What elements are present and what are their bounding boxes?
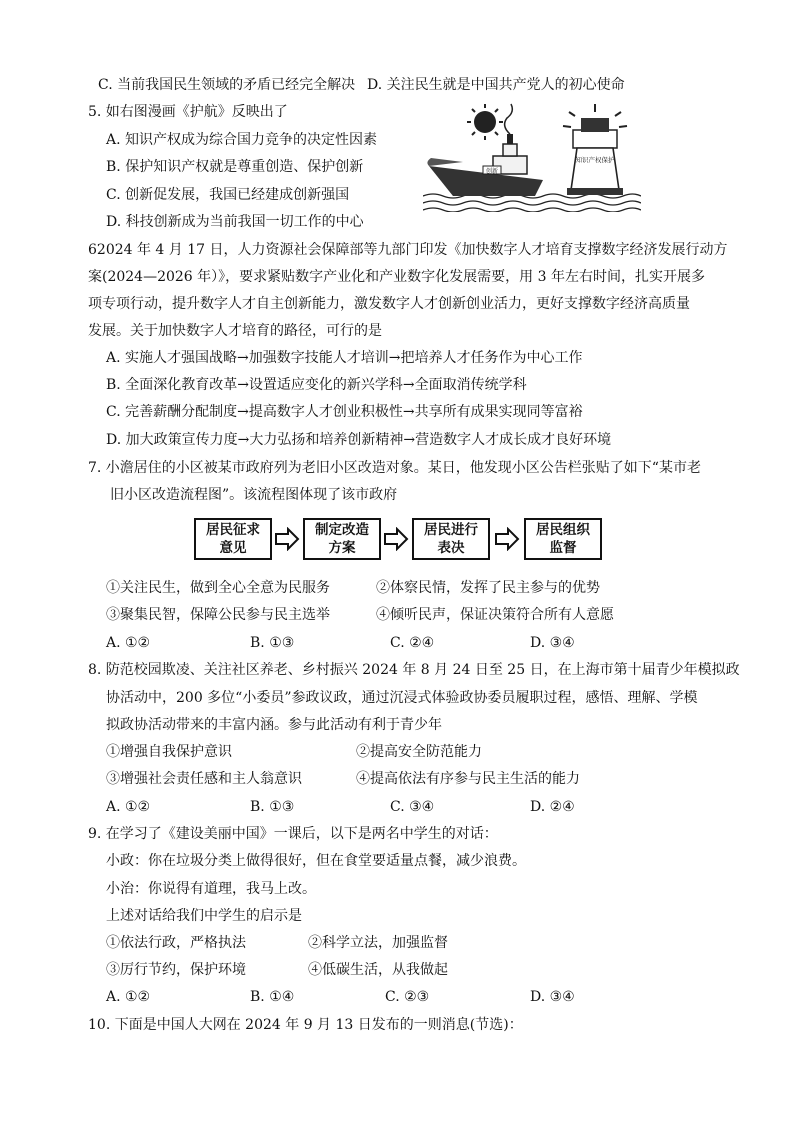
q9-dialog-2: 小治：你说得有道理，我马上改。 (106, 881, 316, 897)
flow-step-1: 居民征求意见 (194, 518, 272, 560)
ship-label: 创新 (485, 168, 499, 175)
q7-answer-c: C. ②④ (390, 635, 435, 651)
q7-stem-line-1: 7. 小澹居住的小区被某市政府列为老旧小区改造对象。某日，他发现小区公告栏张贴了如下“某市老 (88, 460, 701, 476)
q7-stem-line-2: 旧小区改造流程图”。该流程图体现了该市政府 (110, 487, 398, 503)
q5-option-a: A. 知识产权成为综合国力竞争的决定性因素 (106, 132, 378, 148)
q9-statement-1: ①依法行政，严格执法 (106, 935, 246, 951)
q8-answer-c: C. ③④ (390, 799, 435, 815)
q9-statement-4: ④低碳生活，从我做起 (308, 962, 448, 978)
q4-option-d: D. 关注民生就是中国共产党人的初心使命 (367, 77, 625, 93)
q7-statement-4: ④倾听民声，保证决策符合所有人意愿 (376, 607, 614, 623)
q8-stem-line-2: 协活动中，200 多位“小委员”参政议政，通过沉浸式体验政协委员履职过程，感悟、理解、学模 (106, 690, 698, 706)
q5-option-c: C. 创新促发展，我国已经建成创新强国 (106, 187, 350, 203)
lighthouse-label: 知识产权保护 (575, 156, 615, 164)
arrow-right-icon (274, 527, 300, 551)
flow-step-4: 居民组织监督 (524, 518, 602, 560)
q9-dialog-3: 上述对话给我们中学生的启示是 (106, 908, 302, 924)
q8-stem-line-3: 拟政协活动带来的丰富内涵。参与此活动有利于青少年 (106, 717, 442, 733)
arrow-right-icon (383, 527, 409, 551)
q8-statement-4: ④提高依法有序参与民主生活的能力 (356, 771, 580, 787)
sun-icon (467, 104, 503, 140)
sea-waves (423, 194, 641, 212)
q8-statement-2: ②提高安全防范能力 (356, 744, 482, 760)
flow-step-2: 制定改造方案 (303, 518, 381, 560)
q5-option-b: B. 保护知识产权就是尊重创造、保护创新 (106, 159, 364, 175)
q5-stem: 5. 如右图漫画《护航》反映出了 (88, 104, 288, 120)
q8-statement-1: ①增强自我保护意识 (106, 744, 232, 760)
q6-stem-line-1: 62024 年 4 月 17 日，人力资源社会保障部等九部门印发《加快数字人才培育支撑数字经济发展行动方 (88, 242, 728, 258)
q6-stem-line-3: 项专项行动，提升数字人才自主创新能力，激发数字人才创新创业活力，更好支撑数字经济高质量 (88, 296, 690, 312)
q8-answer-d: D. ②④ (530, 799, 575, 815)
q9-statement-3: ③厉行节约，保护环境 (106, 962, 246, 978)
q7-statement-1: ①关注民生，做到全心全意为民服务 (106, 580, 330, 596)
q6-option-a: A. 实施人才强国战略→加强数字技能人才培训→把培养人才任务作为中心工作 (106, 350, 583, 366)
q8-answer-b: B. ①③ (250, 799, 295, 815)
q7-answer-b: B. ①③ (250, 635, 295, 651)
q9-dialog-1: 小政：你在垃圾分类上做得很好，但在食堂要适量点餐，减少浪费。 (106, 853, 526, 869)
q6-option-c: C. 完善薪酬分配制度→提高数字人才创业积极性→共享所有成果实现同等富裕 (106, 404, 583, 420)
q8-stem-line-1: 8. 防范校园欺凌、关注社区养老、乡村振兴 2024 年 8 月 24 日至 25 日，在上海市第十届青少年模拟政 (88, 662, 740, 678)
q6-stem-line-4: 发展。关于加快数字人才培育的路径，可行的是 (88, 323, 382, 339)
q6-option-d: D. 加大政策宣传力度→大力弘扬和培养创新精神→营造数字人才成长成才良好环境 (106, 432, 612, 448)
q10-stem: 10. 下面是中国人大网在 2024 年 9 月 13 日发布的一则消息(节选)： (88, 1017, 523, 1033)
q9-statement-2: ②科学立法，加强监督 (308, 935, 448, 951)
q9-stem: 9. 在学习了《建设美丽中国》一课后，以下是两名中学生的对话： (88, 826, 498, 842)
q7-statement-2: ②体察民情，发挥了民主参与的优势 (376, 580, 600, 596)
q9-answer-a: A. ①② (106, 989, 151, 1005)
q9-answer-b: B. ①④ (250, 989, 295, 1005)
q6-stem-line-2: 案(2024—2026 年）》，要求紧贴数字产业化和产业数字化发展需要，用 3 年左右时间，扎实开展多 (88, 269, 705, 285)
lighthouse-icon (563, 104, 627, 195)
q9-answer-c: C. ②③ (385, 989, 430, 1005)
q9-answer-d: D. ③④ (530, 989, 575, 1005)
arrow-right-icon (494, 527, 520, 551)
q4-option-c: C. 当前我国民生领域的矛盾已经完全解决 (98, 77, 356, 93)
q7-answer-a: A. ①② (106, 635, 151, 651)
q6-option-b: B. 全面深化教育改革→设置适应变化的新兴学科→全面取消传统学科 (106, 377, 527, 393)
q8-statement-3: ③增强社会责任感和主人翁意识 (106, 771, 302, 787)
q5-option-d: D. 科技创新成为当前我国一切工作的中心 (106, 214, 364, 230)
q7-answer-d: D. ③④ (530, 635, 575, 651)
flow-step-3: 居民进行表决 (412, 518, 490, 560)
q7-statement-3: ③聚集民智，保障公民参与民主选举 (106, 607, 330, 623)
cartoon-escort-image (423, 100, 641, 212)
q8-answer-a: A. ①② (106, 799, 151, 815)
